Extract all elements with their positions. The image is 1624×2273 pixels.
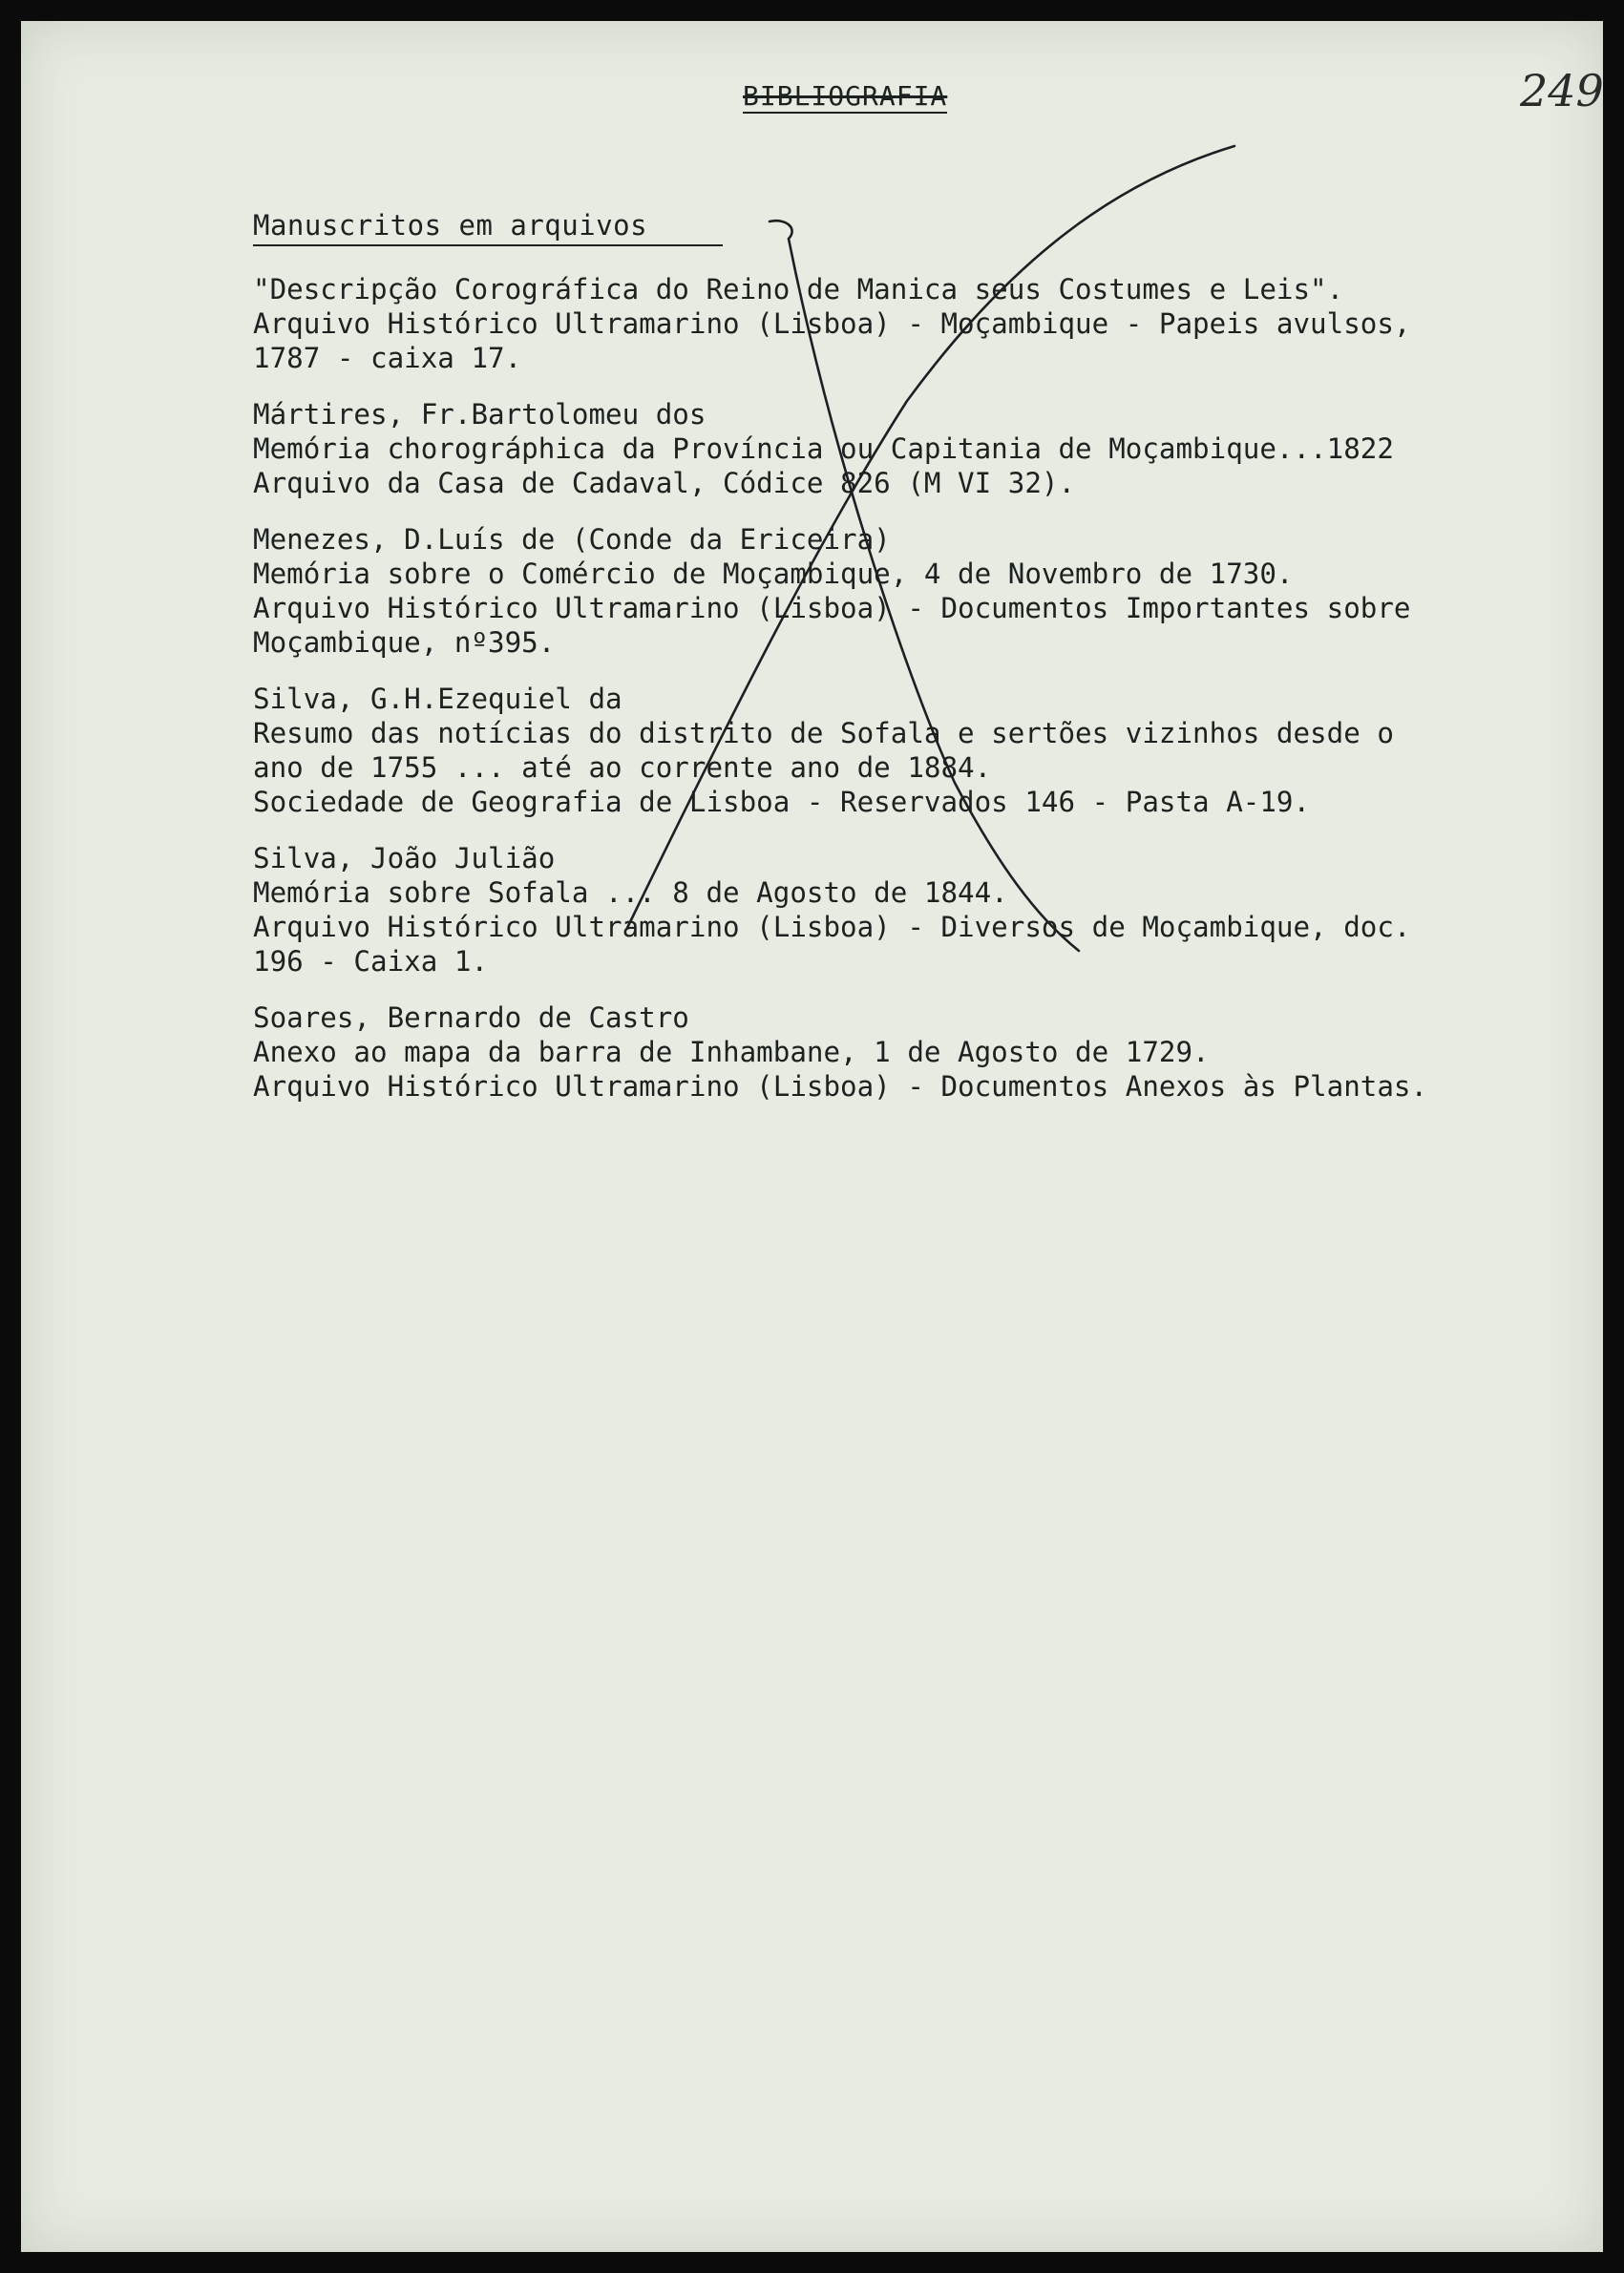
bibliography-entry bbox=[253, 841, 1427, 979]
bibliography-entry bbox=[253, 397, 1427, 500]
entry-line: Arquivo da Casa de Cadaval, Códice 826 (M VI 32). bbox=[253, 467, 1076, 499]
page-number: 249 bbox=[1520, 65, 1604, 116]
entry-line: Memória sobre Sofala ... 8 de Agosto de 1844. bbox=[253, 876, 1008, 909]
entry-line: Anexo ao mapa da barra de Inhambane, 1 de Agosto de 1729. bbox=[253, 1036, 1210, 1068]
bibliography-entry bbox=[253, 522, 1427, 660]
document-page bbox=[21, 21, 1603, 2252]
bibliography-entry bbox=[253, 682, 1427, 819]
entry-line: Silva, João Julião bbox=[253, 842, 556, 874]
entry-line: Menezes, D.Luís de (Conde da Ericeira) bbox=[253, 523, 891, 556]
bibliography-entry bbox=[253, 1000, 1427, 1104]
entry-line: Arquivo Histórico Ultramarino (Lisboa) - Documentos Anexos às Plantas. bbox=[253, 1070, 1428, 1103]
entry-line: Arquivo Histórico Ultramarino (Lisboa) - Moçambique - Papeis avulsos, bbox=[253, 307, 1411, 340]
entry-line: Arquivo Histórico Ultramarino (Lisboa) - Documentos Importantes sobre bbox=[253, 592, 1411, 624]
entry-line: "Descripção Corográfica do Reino de Manica seus Costumes e Leis". bbox=[253, 273, 1344, 305]
entry-line: 1787 - caixa 17. bbox=[253, 342, 522, 374]
bibliography-entry bbox=[253, 272, 1427, 375]
entry-line: Mártires, Fr.Bartolomeu dos bbox=[253, 398, 707, 431]
bibliography-list bbox=[253, 272, 1427, 1126]
entry-line: Memória chorográphica da Província ou Capitania de Moçambique...1822 bbox=[253, 432, 1394, 465]
entry-line: Moçambique, nº395. bbox=[253, 626, 556, 659]
entry-line: Sociedade de Geografia de Lisboa - Reservados 146 - Pasta A-19. bbox=[253, 786, 1311, 818]
entry-line: 196 - Caixa 1. bbox=[253, 945, 489, 978]
section-title: Manuscritos em arquivos bbox=[253, 209, 648, 242]
entry-line: Resumo das notícias do distrito de Sofala e sertões vizinhos desde o bbox=[253, 717, 1394, 749]
page-heading: BIBLIOGRAFIA bbox=[743, 80, 948, 112]
entry-line: Memória sobre o Comércio de Moçambique, 4 de Novembro de 1730. bbox=[253, 558, 1294, 590]
section-title-underline bbox=[253, 244, 723, 246]
entry-line: Silva, G.H.Ezequiel da bbox=[253, 683, 622, 715]
entry-line: Arquivo Histórico Ultramarino (Lisboa) - Diversos de Moçambique, doc. bbox=[253, 911, 1411, 943]
entry-line: ano de 1755 ... até ao corrente ano de 1884. bbox=[253, 751, 992, 784]
entry-line: Soares, Bernardo de Castro bbox=[253, 1001, 689, 1034]
